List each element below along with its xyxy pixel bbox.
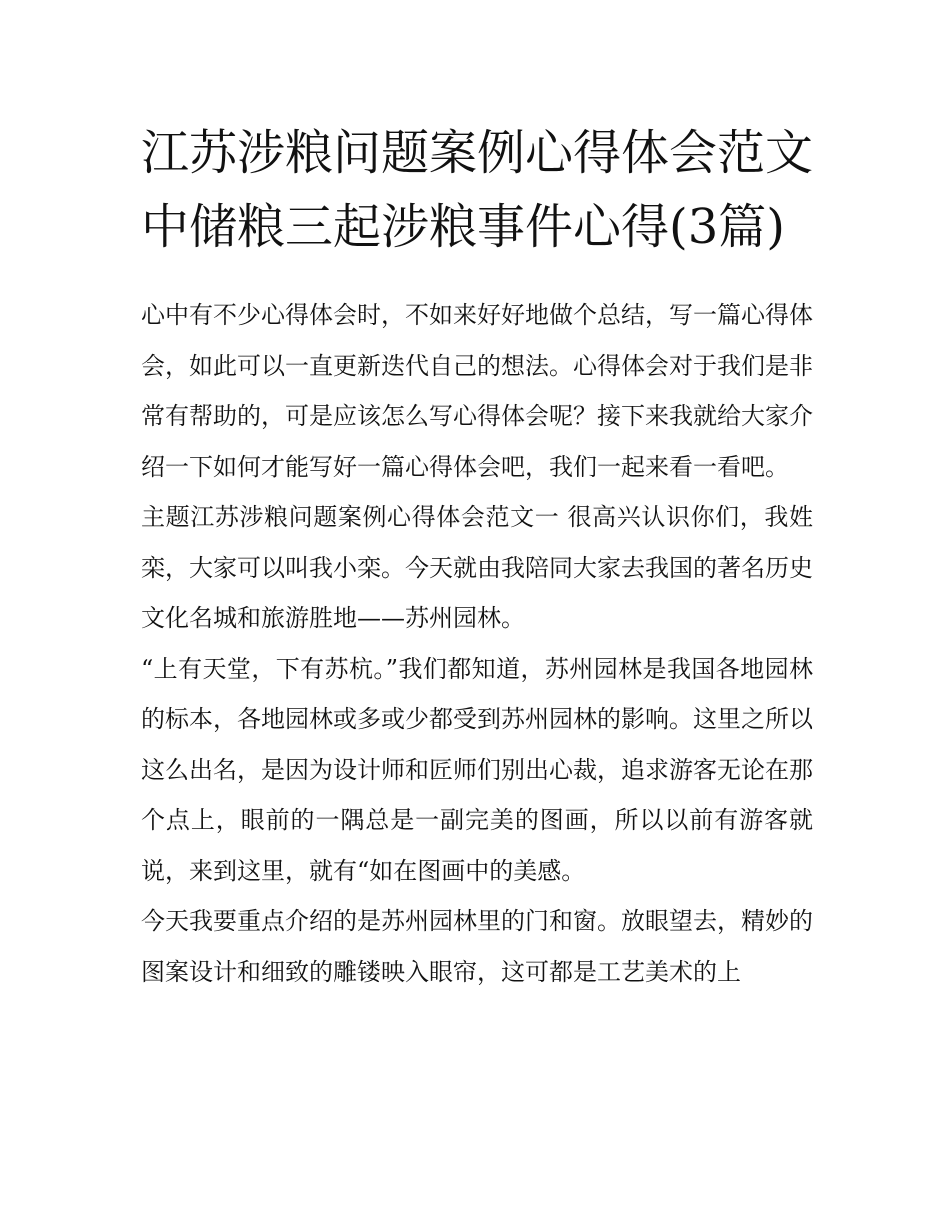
document-body	[141, 290, 813, 997]
paragraph-sample-one: 主题江苏涉粮问题案例心得体会范文一 很高兴认识你们，我姓栾，大家可以叫我小栾。今天就由我陪同大家去我国的著名历史文化名城和旅游胜地——苏州园林。	[141, 503, 813, 632]
paragraph-suzhou-gardens: “上有天堂，下有苏杭。”我们都知道，苏州园林是我国各地园林的标本，各地园林或多或少都受到苏州园林的影响。这里之所以这么出名，是因为设计师和匠师们别出心裁，追求游客无论在那个点上，眼前的一隅总是一副完美的图画，所以以前有游客就说，来到这里，就有“如在图画中的美感。	[141, 654, 813, 885]
paragraph-doors-windows: 今天我要重点介绍的是苏州园林里的门和窗。放眼望去，精妙的图案设计和细致的雕镂映入眼帘，这可都是工艺美术的上	[141, 907, 813, 986]
paragraph-intro: 心中有不少心得体会时，不如来好好地做个总结，写一篇心得体会，如此可以一直更新迭代自己的想法。心得体会对于我们是非常有帮助的，可是应该怎么写心得体会呢？接下来我就给大家介绍一下如何才能写好一篇心得体会吧，我们一起来看一看吧。	[141, 301, 813, 481]
document-page	[141, 116, 813, 997]
document-title: 江苏涉粮问题案例心得体会范文 中储粮三起涉粮事件心得(3篇)	[141, 125, 814, 255]
